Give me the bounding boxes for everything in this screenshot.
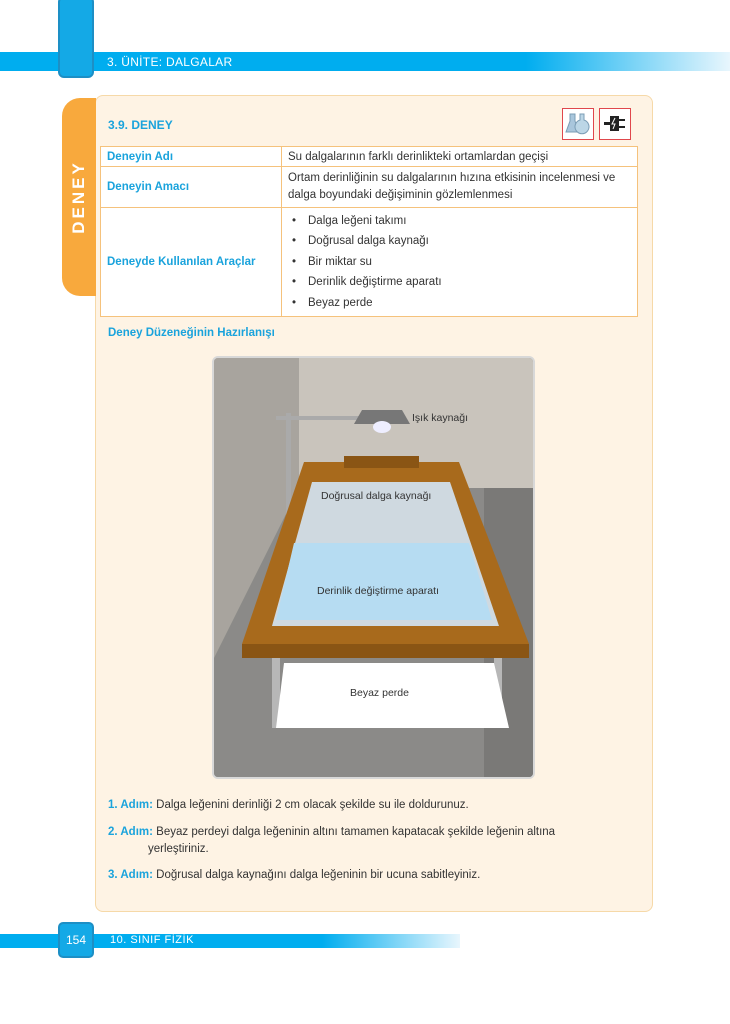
step-text: Beyaz perdeyi dalga leğeninin altını tamamen kapatacak şekilde leğenin altına (156, 826, 556, 838)
white-screen-label: Beyaz perde (350, 687, 409, 699)
tool-item: • Bir miktar su (288, 252, 631, 272)
row-key: Deneyde Kullanılan Araçlar (101, 208, 282, 317)
light-source-label: Işık kaynağı (412, 412, 469, 424)
tool-item: • Doğrusal dalga kaynağı (288, 231, 631, 251)
tool-item: • Beyaz perde (288, 293, 631, 313)
unit-title: 3. ÜNİTE: DALGALAR (107, 55, 233, 69)
step-2 (108, 824, 628, 858)
row-key: Deneyin Amacı (101, 167, 282, 208)
header-tab (58, 0, 94, 78)
page-number: 154 (58, 922, 94, 958)
book-title: 10. SINIF FİZİK (110, 934, 194, 946)
row-value: Su dalgalarının farklı derinlikteki ortamlardan geçişi (282, 147, 638, 167)
flask-icon (562, 108, 594, 140)
side-tab (62, 98, 96, 296)
row-key: Deneyin Adı (101, 147, 282, 167)
step-text: Dalga leğenini derinliği 2 cm olacak şekilde su ile doldurunuz. (156, 799, 469, 811)
step-label: 3. Adım: (108, 869, 153, 881)
tool-item: • Derinlik değiştirme aparatı (288, 272, 631, 292)
tools-cell (282, 208, 638, 317)
row-value: Ortam derinliğinin su dalgalarının hızına etkisinin incelenmesi ve dalga boyundaki değişiminin gözlemlenmesi (282, 167, 638, 208)
experiment-title: 3.9. DENEY (108, 118, 173, 132)
step-label: 2. Adım: (108, 826, 153, 838)
tool-item: • Dalga leğeni takımı (288, 211, 631, 231)
step-label: 1. Adım: (108, 799, 153, 811)
step-text-cont: yerleştiriniz. (148, 843, 209, 855)
plug-icon (599, 108, 631, 140)
depth-apparatus-label: Derinlik değiştirme aparatı (317, 585, 439, 597)
setup-heading: Deney Düzeneğinin Hazırlanışı (108, 327, 275, 339)
step-3 (108, 867, 628, 884)
experiment-table (100, 146, 638, 317)
step-text: Doğrusal dalga kaynağını dalga leğeninin bir ucuna sabitleyiniz. (156, 869, 481, 881)
ripple-tank-illustration (212, 356, 535, 779)
step-1 (108, 797, 628, 814)
wave-source-label: Doğrusal dalga kaynağı (321, 490, 432, 502)
side-tab-label: DENEY (69, 160, 88, 234)
